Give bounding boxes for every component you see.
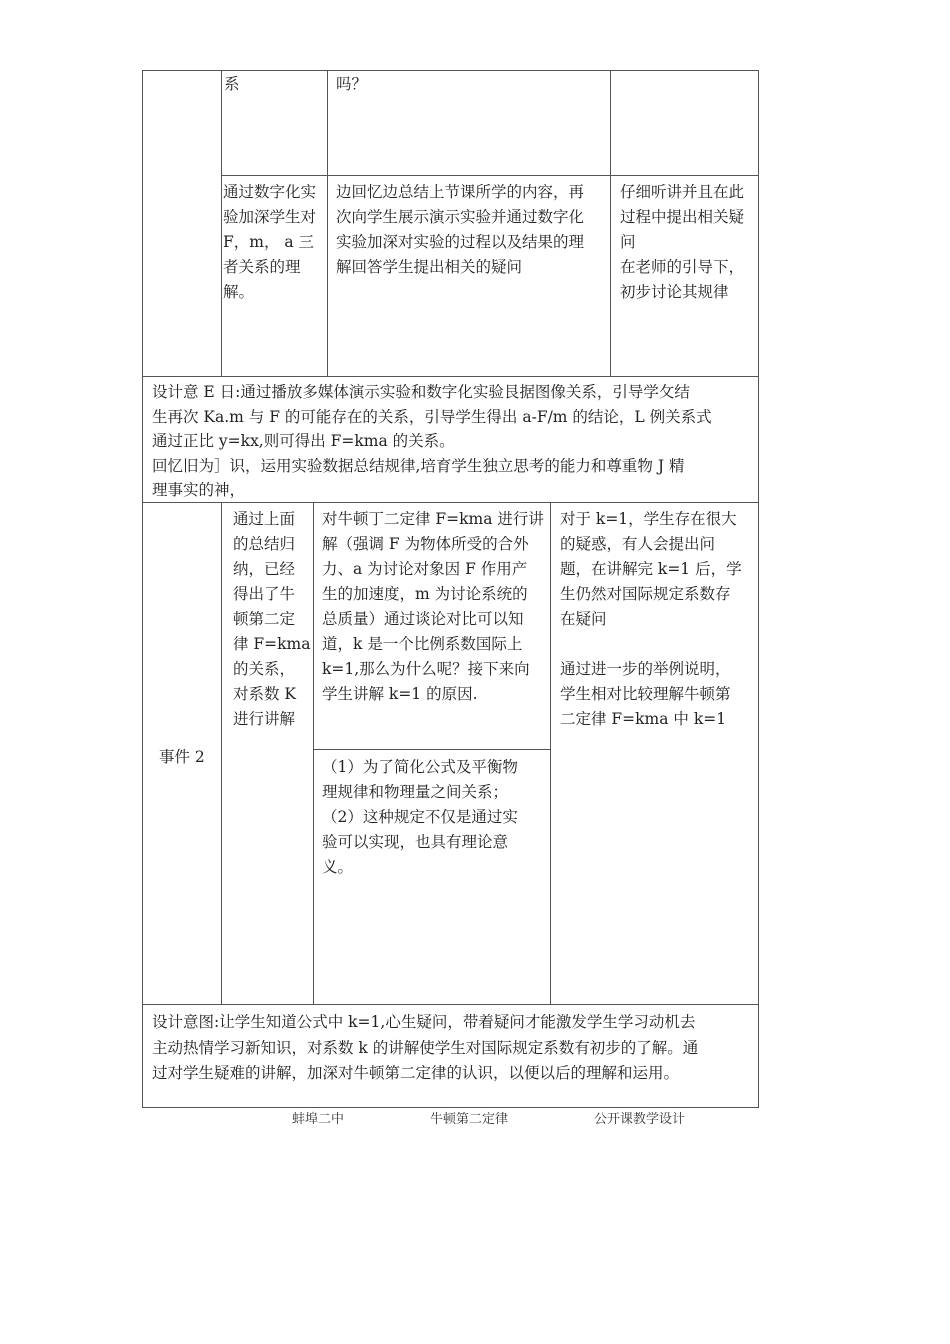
row2-goal-text: 通过数字化实 验加深学生对 F，m， a 三 者关系的理 解。 — [223, 183, 317, 301]
upper-col-divider-2 — [327, 70, 328, 377]
table-left-border — [142, 70, 143, 1108]
event2-goal-text: 通过上面 的总结归 纳，已经 得出了牛 顿第二定 律 F=kma 的关系， 对系数 K 进行讲解 — [233, 510, 311, 728]
row2-teacher-text: 边回忆边总结上节课所学的内容，再 次向学生展示演示实验并通过数字化 实验加深对实验的过程以及结果的理 解回答学生提出相关的疑问 — [336, 183, 585, 276]
table-right-border — [758, 70, 759, 1108]
footer-doc-type: 公开课教学设计 — [594, 1112, 686, 1127]
design-note-2-top-border — [142, 1004, 759, 1005]
footer-school: 蚌埠二中 — [292, 1112, 345, 1127]
top-row-col2-text: 系 — [224, 75, 240, 93]
event2-student-text: 对于 k=1，学生存在很大 的疑惑，有人会提出问 题，在讲解完 k=1 后，学 生仍然对国际规定系数存 在疑问 通过进一步的举例说明， 学生相对比较理解牛顿第 二定律 F=kma 中 k=1 — [560, 510, 742, 728]
event2-label: 事件 2 — [159, 748, 205, 766]
event2-teacher-text-2: （1）为了简化公式及平衡物 理规律和物理量之间关系； （2）这种规定不仅是通过实 验可以实现，也具有理论意 义。 — [322, 758, 518, 876]
row2-student-text: 仔细听讲并且在此 过程中提出相关疑 问 在老师的引导下， 初步讨论其规律 — [620, 183, 745, 301]
upper-col-divider-3 — [610, 70, 611, 377]
event-col-divider-1 — [221, 502, 222, 1005]
design-note-1: 设计意 E 日:通过播放多媒体演示实验和数字化实验艮据图像关系，引导学攵结 生再次 Ka.m 与 F 的可能存在的关系，引导学生得出 a-F/m 的结论，L 例关系式 通过正比 y=kx,则可得出 F=kma 的关系。 回忆旧为］识，运用实验数据总结规律,培育学生独立思考的能力和尊重物 J 精 理事实的神， — [152, 383, 712, 499]
event-col-divider-2 — [313, 502, 314, 1005]
event-col-divider-3 — [550, 502, 551, 1005]
table-top-border — [142, 70, 759, 71]
design-note-1-top-border — [142, 376, 759, 377]
footer-topic: 牛顿第二定律 — [430, 1112, 509, 1127]
event2-teacher-text-1: 对牛顿丁二定律 F=kma 进行讲 解（强调 F 为物体所受的合外 力、a 为讨论对象因 F 作用产 生的加速度，m 为讨论系统的 总质量）通过谈论对比可以知 道，k 是一个比例系数国际上 k=1,那么为什么呢？接下来向 学生讲解 k=1 的原因. — [322, 510, 544, 703]
upper-col-divider-1 — [221, 70, 222, 377]
event-teacher-split — [313, 749, 550, 750]
upper-row-divider — [221, 175, 759, 176]
design-note-2: 设计意图:让学生知道公式中 k=1,心生疑问，带着疑问才能激发学生学习动机去 主动热情学习新知识，对系数 k 的讲解使学生对国际规定系数有初步的了解。通 过对学生疑难的讲解，加深对牛顿第二定律的认识，以便以后的理解和运用。 — [152, 1013, 699, 1082]
top-row-col3-text: 吗？ — [336, 75, 368, 93]
